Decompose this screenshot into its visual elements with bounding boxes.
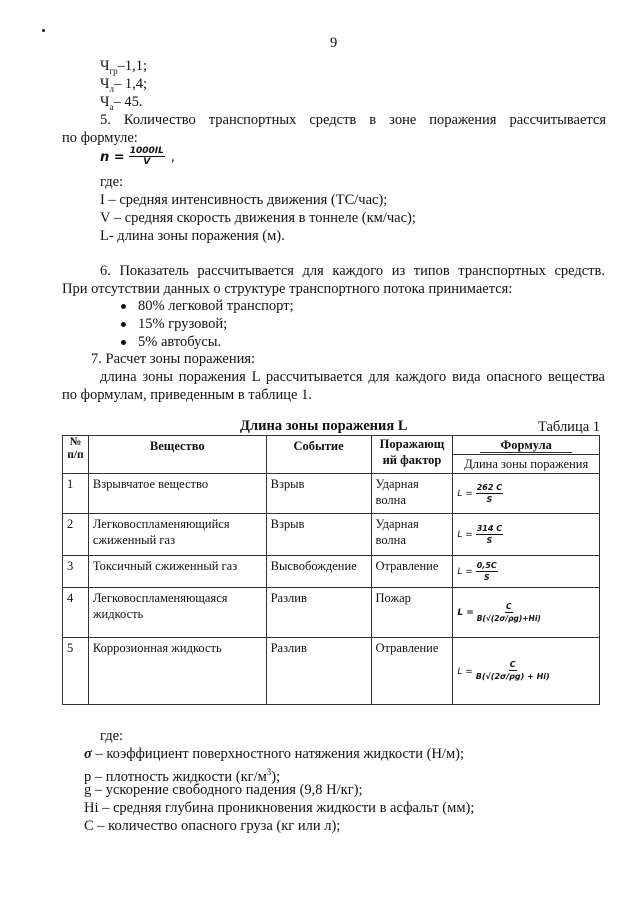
cell-formula: L = $\frac{C}{B(√(2\sigma/\rho g)+Hi)}$ (453, 588, 600, 638)
table-row (63, 638, 600, 705)
cell-factor: Отравление (371, 638, 453, 705)
cell-num: 1 (63, 474, 89, 514)
zone-length-table (62, 435, 600, 705)
p5-line1: 5. Количество транспортных средств в зоне поражения рассчитывается (100, 112, 606, 128)
cell-num: 5 (63, 638, 89, 705)
header-factor: Поражающ ий фактор (371, 436, 453, 474)
p7-line2: длина зоны поражения L рассчитывается для каждого вида опасного вещества (100, 369, 605, 385)
definition: V – средняя скорость движения в тоннеле (км/час); (100, 210, 416, 226)
page-number: 9 (330, 35, 338, 51)
p6-line2: При отсутствии данных о структуре транспортного потока принимается: (62, 281, 513, 297)
p5-line2: по формуле: (62, 130, 138, 146)
cell-num: 3 (63, 556, 89, 588)
cell-event: Разлив (266, 588, 371, 638)
cell-substance: Легковоспламеняющийся сжиженный газ (88, 514, 266, 556)
bullet-item: 5% автобусы. (138, 334, 222, 350)
header-event: Событие (266, 436, 371, 474)
list-item: $Ч_а-$ 45. (100, 94, 143, 112)
cell-event: Разлив (266, 638, 371, 705)
definition: I – средняя интенсивность движения (ТС/час); (100, 192, 388, 208)
table-row (63, 556, 600, 588)
cell-factor: Пожар (371, 588, 453, 638)
list-item: $Ч_л-$ 1,4; (100, 76, 147, 94)
definition: р – плотность жидкости $(кг/м^3)$; (84, 767, 281, 785)
cell-factor: Ударная волна (371, 474, 453, 514)
list-item: $Ч_{гр}-1,1$; (100, 58, 148, 76)
cell-factor: Отравление (371, 556, 453, 588)
cell-substance: Взрывчатое вещество (88, 474, 266, 514)
where-label: где: (100, 728, 124, 744)
definition: Hi – средняя глубина проникновения жидкости в асфальт (мм); (84, 800, 475, 816)
cell-substance: Коррозионная жидкость (88, 638, 266, 705)
cell-event: Взрыв (266, 514, 371, 556)
where-label: где: (100, 174, 124, 190)
table-row (63, 474, 600, 514)
definition: С – количество опасного груза (кг или л); (84, 818, 341, 834)
cell-substance: Токсичный сжиженный газ (88, 556, 266, 588)
table-row (63, 514, 600, 556)
p6-line1: 6. Показатель рассчитывается для каждого из типов транспортных средств. (100, 263, 605, 279)
table-row (63, 588, 600, 638)
header-num: № п/п (63, 436, 89, 474)
vehicle-count-formula: n = $\frac{1000IL}{V}$ , (100, 146, 175, 167)
scan-speck (42, 29, 45, 32)
definition: σ – коэффициент поверхностного натяжения жидкости (Н/м); (84, 746, 464, 762)
table-label: Таблица 1 (538, 419, 601, 435)
definition: L- длина зоны поражения (м). (100, 228, 285, 244)
cell-formula: L = $\frac{314 C}{S}$ (453, 514, 600, 556)
cell-formula: L = $\frac{262 C}{S}$ (453, 474, 600, 514)
cell-formula: L = $\frac{C}{B(√(2\sigma/\rho g) + Hi)}$ (453, 638, 600, 705)
p7-line1: 7. Расчет зоны поражения: (91, 351, 256, 367)
header-formula-sub: Длина зоны поражения (453, 455, 600, 474)
header-formula: Формула (453, 436, 600, 455)
definition: g – ускорение свободного падения (9,8 Н/кг); (84, 782, 363, 798)
table-caption: Длина зоны поражения L (240, 418, 408, 434)
cell-substance: Легковоспламеняющаяся жидкость (88, 588, 266, 638)
cell-event: Взрыв (266, 474, 371, 514)
cell-num: 2 (63, 514, 89, 556)
cell-formula: L = $\frac{0,5C}{S}$ (453, 556, 600, 588)
cell-event: Высвобождение (266, 556, 371, 588)
cell-factor: Ударная волна (371, 514, 453, 556)
header-substance: Вещество (88, 436, 266, 474)
cell-num: 4 (63, 588, 89, 638)
bullet-item: 15% грузовой; (138, 316, 228, 332)
bullet-icon (121, 304, 126, 309)
bullet-item: 80% легковой транспорт; (138, 298, 294, 314)
bullet-icon (121, 340, 126, 345)
bullet-icon (121, 322, 126, 327)
p7-line3: по формулам, приведенным в таблице 1. (62, 387, 312, 403)
